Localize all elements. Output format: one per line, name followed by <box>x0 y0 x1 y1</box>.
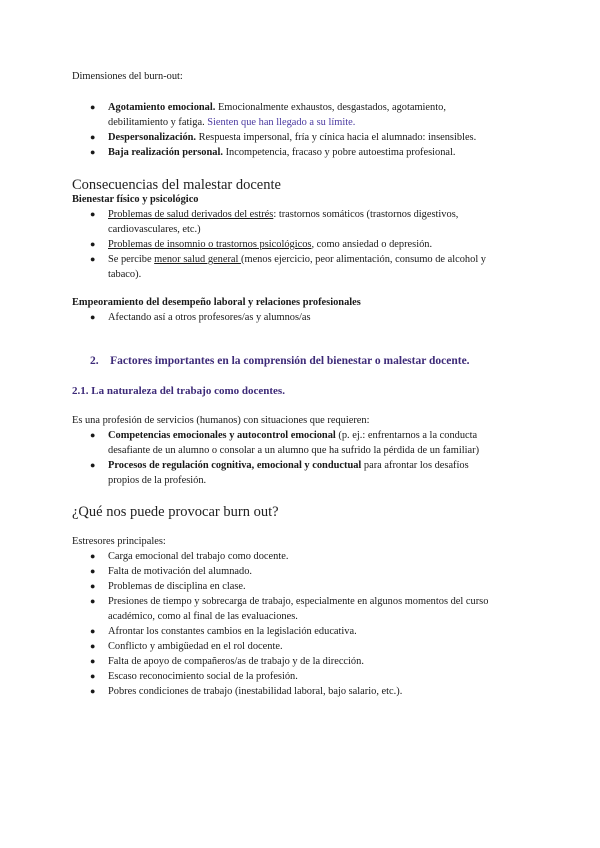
intro-label: Dimensiones del burn-out: <box>72 71 183 82</box>
bullet: ● <box>90 596 96 606</box>
dimension-text: Incompetencia, fracaso y pobre autoestima profesional. <box>222 147 456 158</box>
underlined-text: Problemas de insomnio o trastornos psicológicos <box>108 239 312 250</box>
item-text: (p. ej.: enfrentarnos a la conducta <box>335 430 478 441</box>
item-text: para afrontar los desafíos <box>361 460 469 471</box>
bold-term: Procesos de regulación cognitiva, emocional y conductual <box>108 460 362 471</box>
section-number: 2. <box>90 355 99 367</box>
bullet: ● <box>90 312 96 322</box>
item-text: Se percibe <box>108 254 155 265</box>
underlined-text: menor salud general <box>154 254 242 265</box>
list-item <box>108 146 456 159</box>
dimension-text: debilitamiento y fatiga. <box>108 117 208 128</box>
list-item <box>108 253 486 266</box>
list-item: Escaso reconocimiento social de la profesión. <box>108 671 298 682</box>
bullet: ● <box>90 566 96 576</box>
list-item: Carga emocional del trabajo como docente. <box>108 551 289 562</box>
bullet: ● <box>90 671 96 681</box>
item-text: : trastornos somáticos (trastornos digestivos, <box>273 209 459 220</box>
list-item <box>108 238 432 251</box>
list-item-continuation: tabaco). <box>108 269 142 280</box>
bullet: ● <box>90 102 96 112</box>
dimension-term: Despersonalización. <box>108 132 197 143</box>
bullet: ● <box>90 209 96 219</box>
item-text: (menos ejercicio, peor alimentación, consumo de alcohol y <box>241 254 486 265</box>
wellbeing-heading <box>72 193 199 206</box>
list-item <box>108 131 476 144</box>
bullet: ● <box>90 147 96 157</box>
list-item: Presiones de tiempo y sobrecarga de trabajo, especialmente en algunos momentos del curso <box>108 596 489 607</box>
performance-heading-text: Empeoramiento del desempeño laboral y relaciones profesionales <box>72 297 361 308</box>
underlined-text: Problemas de salud derivados del estrés <box>108 209 274 220</box>
bullet: ● <box>90 430 96 440</box>
bullet: ● <box>90 239 96 249</box>
bullet: ● <box>90 254 96 264</box>
bullet: ● <box>90 581 96 591</box>
stressors-label: Estresores principales: <box>72 536 166 547</box>
dimension-term: Agotamiento emocional. <box>108 102 216 113</box>
dimension-term: Baja realización personal. <box>108 147 223 158</box>
bullet: ● <box>90 551 96 561</box>
section-2-heading <box>90 354 470 369</box>
list-item: Afrontar los constantes cambios en la legislación educativa. <box>108 626 357 637</box>
bullet: ● <box>90 641 96 651</box>
service-intro: Es una profesión de servicios (humanos) con situaciones que requieren: <box>72 415 370 426</box>
bullet: ● <box>90 132 96 142</box>
list-item-continuation <box>108 116 355 129</box>
dimension-text: Emocionalmente exhaustos, desgastados, agotamiento, <box>215 102 446 113</box>
burnout-heading: ¿Qué nos puede provocar burn out? <box>72 504 279 520</box>
highlighted-text: Sienten que han llegado a su límite. <box>207 117 356 128</box>
bullet: ● <box>90 626 96 636</box>
list-item <box>108 459 469 472</box>
bold-term: Competencias emocionales y autocontrol emocional <box>108 430 336 441</box>
consequences-heading: Consecuencias del malestar docente <box>72 177 281 193</box>
section-2-1-heading: 2.1. La naturaleza del trabajo como docentes. <box>72 385 285 397</box>
list-item-continuation: académico, como al final de las evaluaciones. <box>108 611 298 622</box>
bullet: ● <box>90 656 96 666</box>
section-title: Factores importantes en la comprensión del bienestar o malestar docente. <box>110 355 470 367</box>
list-item-continuation: propios de la profesión. <box>108 475 207 486</box>
list-item: Pobres condiciones de trabajo (inestabilidad laboral, bajo salario, etc.). <box>108 686 403 697</box>
wellbeing-heading-text: Bienestar físico y psicológico <box>72 194 199 205</box>
list-item: Problemas de disciplina en clase. <box>108 581 246 592</box>
bullet: ● <box>90 686 96 696</box>
list-item <box>108 208 458 221</box>
item-text: , como ansiedad o depresión. <box>311 239 433 250</box>
list-item: Falta de motivación del alumnado. <box>108 566 252 577</box>
list-item: Conflicto y ambigüedad en el rol docente. <box>108 641 283 652</box>
list-item <box>108 429 477 442</box>
bullet: ● <box>90 460 96 470</box>
list-item: Falta de apoyo de compañeros/as de trabajo y de la dirección. <box>108 656 364 667</box>
list-item: Afectando así a otros profesores/as y alumnos/as <box>108 312 311 323</box>
list-item-continuation: cardiovasculares, etc.) <box>108 224 201 235</box>
dimension-text: Respuesta impersonal, fría y cínica hacia el alumnado: insensibles. <box>196 132 477 143</box>
performance-heading <box>72 296 361 309</box>
list-item-continuation: desafiante de un alumno o consolar a un alumno que ha sufrido la pérdida de un familiar) <box>108 445 480 456</box>
list-item <box>108 101 446 114</box>
